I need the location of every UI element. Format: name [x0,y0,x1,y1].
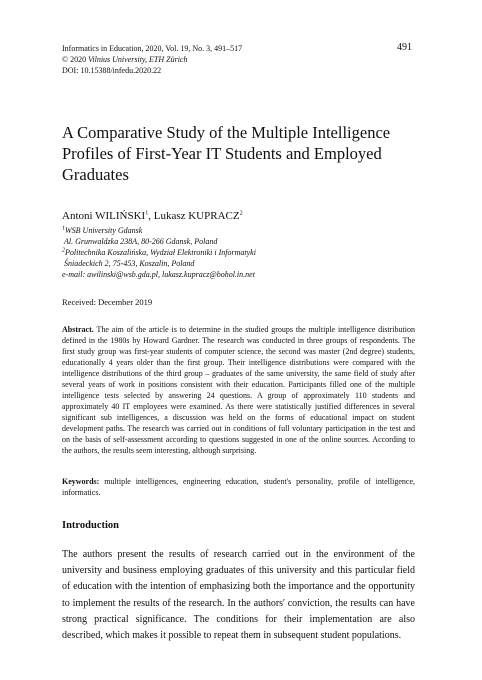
abstract-text: The aim of the article is to determine in the studied groups the multiple intelligence distribution defined in the 1980s by Howard Gardner. The research was conducted in three groups of respondents. The first study group was first-year students of computer science, the second was master (2nd degree) students, educationally 4 years older than the first group. Their intelligence distributions were compared with the intelligence distributions of the third group – graduates of the same university, the same field of study after several years of work in positions consistent with their education. Participants filled one of the multiple intelligence tests selected by answering 24 questions. A group of approximately 110 students and approximately 40 IT employees were examined. As there were statistically justified differences in several significant sub intelligences, a discussion was held on the forms of educational impact on student development paths. The research was carried out in conditions of full voluntary participation in the test and on the basis of self-assessment according to questions suggested in one of the online sources. According to the authors, the results seem interesting, although surprising. [62,325,415,455]
section-heading-introduction: Introduction [62,520,119,531]
affiliation-mark: 2 [62,247,65,254]
email-line [62,269,256,280]
paper-title: A Comparative Study of the Multiple Intelligence Profiles of First-Year IT Students and Employed Graduates [62,123,391,184]
author-1-affiliation-mark: 1 [145,210,149,217]
affiliation-text: Politechnika Koszalińska, Wydział Elektroniki i Informatyki [65,248,256,257]
affiliation-line [62,258,256,269]
journal-header [62,43,242,76]
affiliation-text: Al. Grunwaldzka 238A, 80-266 Gdansk, Poland [64,237,218,246]
copyright-prefix: © 2020 [62,55,87,64]
copyright-line [62,54,242,65]
author-emails: e-mail: awilinski@wsb.gda.pl, lukasz.kupracz@bohol.in.net [62,270,255,279]
author-2-affiliation-mark: 2 [239,210,243,217]
keywords-text: multiple intelligences, engineering education, student's personality, profile of intelligence, informatics. [62,477,415,497]
author-1: Antoni WILIŃSKI [62,210,146,222]
author-2: Lukasz KUPRACZ [153,210,240,222]
introduction-paragraph: The authors present the results of research carried out in the environment of the university and business employing graduates of this university and this particular field of education with the intention of emphasizing both the importance and the opportunity to implement the results of the research. In the authors' conviction, the results can have strong practical significance. The conditions for their implementation are also described, which makes it possible to repeat them in subsequent student populations. [62,549,415,642]
author-line [62,210,243,222]
affiliation-mark: 1 [62,225,65,232]
affiliation-line [62,236,256,247]
affiliation-text: WSB University Gdansk [65,226,143,235]
abstract [62,324,415,456]
received-date: Received: December 2019 [62,297,153,307]
page-number: 491 [397,42,412,53]
copyright-holder: Vilnius University, ETH Zürich [88,55,188,64]
keywords [62,476,415,498]
affiliation-text: Śniadeckich 2, 75-453, Koszalin, Poland [64,259,195,268]
journal-citation: Informatics in Education, 2020, Vol. 19, No. 3, 491–517 [62,44,243,53]
keywords-label: Keywords: [62,477,100,486]
affiliation-line [62,225,256,236]
abstract-label: Abstract. [62,325,94,334]
author-separator: , [148,210,154,222]
affiliations [62,225,256,280]
affiliation-line [62,247,256,258]
doi: DOI: 10.15388/infedu.2020.22 [62,66,162,75]
